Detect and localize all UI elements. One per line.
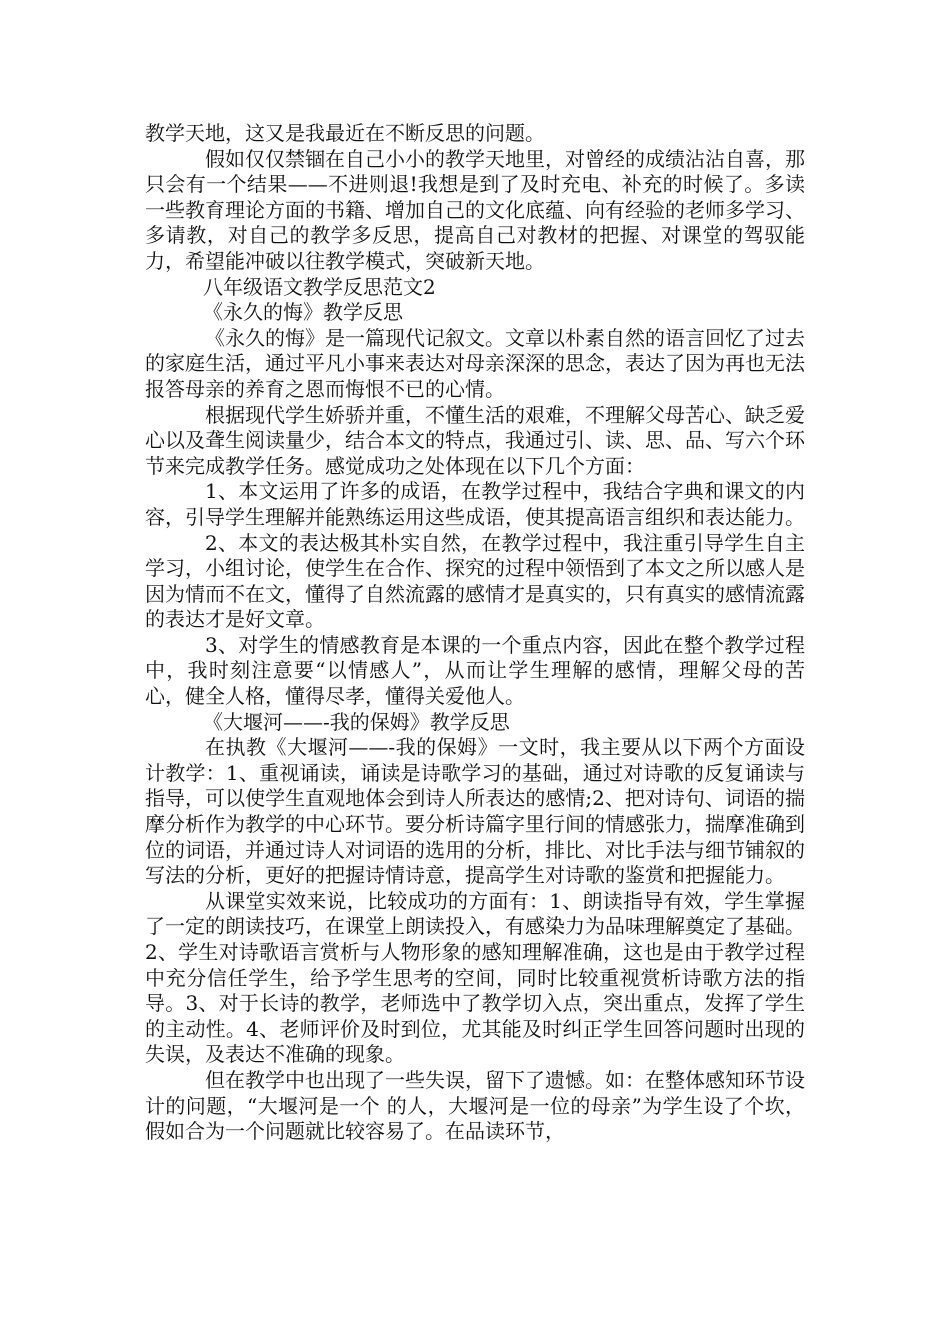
section-heading: 《永久的悔》教学反思	[203, 300, 403, 325]
document-page	[145, 121, 805, 1145]
body-paragraph: 《永久的悔》是一篇现代记叙文。文章以朴素自然的语言回忆了过去的家庭生活，通过平凡小事来表达对母亲深深的思念，表达了因为再也无法报答母亲的养育之恩而悔恨不已的心情。	[145, 325, 805, 401]
body-paragraph: 假如仅仅禁锢在自己小小的教学天地里，对曾经的成绩沾沾自喜，那只会有一个结果——不进则退!我想是到了及时充电、补充的时候了。多读一些教育理论方面的书籍、增加自己的文化底蕴、向有经验的老师多学习、多请教，对自己的教学多反思，提高自己对教材的把握、对课堂的驾驭能力，希望能冲破以往教学模式，突破新天地。	[145, 146, 805, 273]
body-paragraph: 从课堂实效来说，比较成功的方面有：1、朗读指导有效，学生掌握了一定的朗读技巧，在课堂上朗读投入，有感染力为品味理解奠定了基础。2、学生对诗歌语言赏析与人物形象的感知理解准确，这也是由于教学过程中充分信任学生，给予学生思考的空间，同时比较重视赏析诗歌方法的指导。3、对于长诗的教学，老师选中了教学切入点，突出重点，发挥了学生的主动性。4、老师评价及时到位，尤其能及时纠正学生回答问题时出现的失误，及表达不准确的现象。	[145, 888, 805, 1067]
body-paragraph: 在执教《大堰河——-我的保姆》一文时，我主要从以下两个方面设计教学：1、重视诵读，诵读是诗歌学习的基础，通过对诗歌的反复诵读与指导，可以使学生直观地体会到诗人所表达的感情;2、把对诗句、词语的揣摩分析作为教学的中心环节。要分析诗篇字里行间的情感张力，揣摩准确到位的词语，并通过诗人对词语的选用的分析，排比、对比手法与细节铺叙的写法的分析，更好的把握诗情诗意，提高学生对诗歌的鉴赏和把握能力。	[145, 735, 805, 888]
body-paragraph: 2、本文的表达极其朴实自然，在教学过程中，我注重引导学生自主学习，小组讨论，使学生在合作、探究的过程中领悟到了本文之所以感人是因为情而不在文，懂得了自然流露的感情才是真实的，只有真实的感情流露的表达才是好文章。	[145, 530, 805, 632]
body-paragraph: 根据现代学生娇骄并重，不懂生活的艰难，不理解父母苦心、缺乏爱心以及聋生阅读量少，结合本文的特点，我通过引、读、思、品、写六个环节来完成教学任务。感觉成功之处体现在以下几个方面：	[145, 402, 805, 478]
body-paragraph: 1、本文运用了许多的成语，在教学过程中，我结合字典和课文的内容，引导学生理解并能熟练运用这些成语，使其提高语言组织和表达能力。	[145, 479, 805, 529]
body-paragraph: 但在教学中也出现了一些失误，留下了遗憾。如：在整体感知环节设计的问题，“大堰河是一个 的人，大堰河是一位的母亲”为学生设了个坎，假如合为一个问题就比较容易了。在品读环节，	[145, 1067, 805, 1144]
body-paragraph: 教学天地，这又是我最近在不断反思的问题。	[145, 121, 545, 145]
body-paragraph: 3、对学生的情感教育是本课的一个重点内容，因此在整个教学过程中，我时刻注意要“以情感人”，从而让学生理解的感情，理解父母的苦心，健全人格，懂得尽孝，懂得关爱他人。	[145, 632, 805, 709]
section-heading: 《大堰河——-我的保姆》教学反思	[203, 709, 510, 734]
section-heading: 八年级语文教学反思范文2	[203, 274, 436, 299]
